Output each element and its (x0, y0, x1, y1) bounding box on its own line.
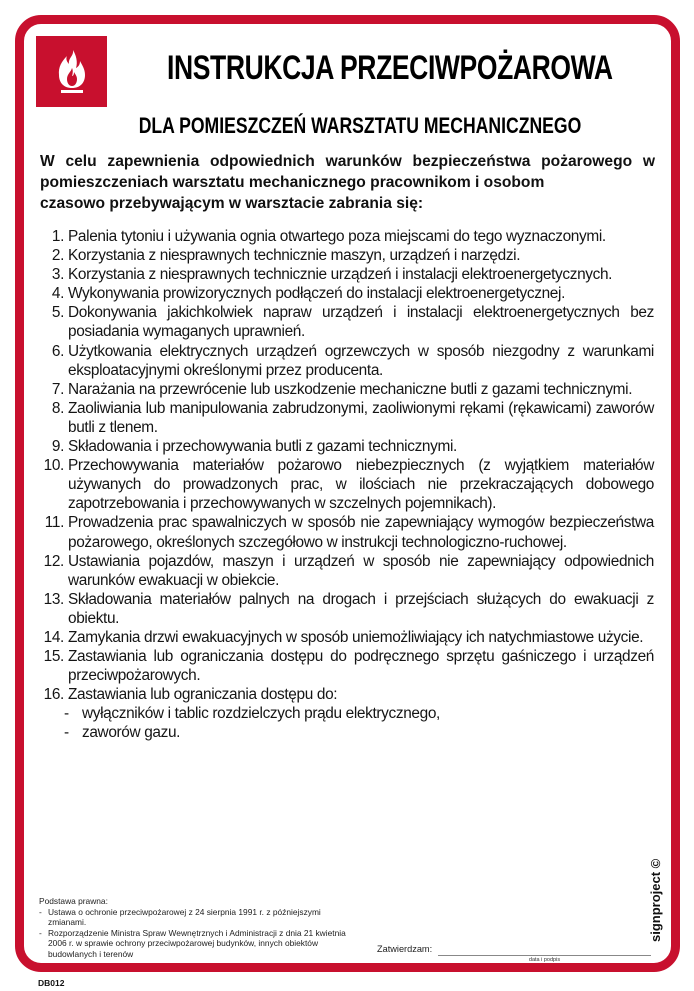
item-number: 2. (51, 247, 64, 265)
item-number: 10. (43, 457, 64, 475)
fire-icon (52, 48, 92, 96)
item-number: 5. (51, 304, 64, 322)
legal-dash: - (39, 927, 42, 938)
item-number: 6. (51, 342, 64, 360)
item-text: Użytkowania elektrycznych urządzeń ogrzewczych w sposób niezgodny z warunkami eksploatacyjnymi określonymi przez producenta. (68, 342, 654, 379)
item-text: Wykonywania prowizorycznych podłączeń do instalacji elektroenergetycznej. (68, 285, 565, 303)
list-item (40, 685, 654, 704)
item-number: 7. (51, 380, 64, 398)
item-text: Korzystania z niesprawnych technicznie urządzeń i instalacji elektroenergetycznych. (68, 266, 613, 284)
item-text: Narażania na przewrócenie lub uszkodzenie mechaniczne butli z gazami technicznymi. (68, 380, 633, 398)
item-text: Zamykania drzwi ewakuacyjnych w sposób uniemożliwiający ich natychmiastowe użycie. (68, 628, 644, 646)
item-text: Przechowywania materiałów pożarowo niebezpiecznych (z wyjątkiem materiałów używanych do prowadzonych prac, w ilościach nie przekraczających dobowego zapotrzebowania i przechowywanych w szczelnych pojemnikach). (68, 457, 654, 513)
list-item (40, 265, 654, 284)
approval-label: Zatwierdzam: (377, 944, 433, 954)
list-item (40, 227, 654, 246)
fire-icon-box (36, 36, 107, 107)
legal-heading: Podstawa prawna: (39, 896, 108, 906)
list-item (40, 246, 654, 265)
item-number: 13. (43, 590, 64, 608)
item-number: 15. (43, 648, 64, 666)
item-number: 16. (43, 686, 64, 704)
legal-dash: - (39, 906, 42, 917)
list-item (40, 628, 654, 647)
item-number: 9. (51, 438, 64, 456)
signature-line (438, 955, 651, 956)
legal-basis (39, 896, 349, 960)
list-item (40, 380, 654, 399)
item-text: Prowadzenia prac spawalniczych w sposób nie zapewniający wymogów bezpieczeństwa pożarowego, określonych szczegółowo w instrukcji technologiczno-ruchowej. (68, 514, 654, 551)
prohibitions-list (40, 227, 654, 743)
sign-title: INSTRUKCJA PRZECIWPOŻAROWA (167, 49, 613, 87)
item-text: Palenia tytoniu i używania ognia otwartego poza miejscami do tego wyznaczonymi. (68, 228, 606, 245)
sub-item-dash: - (64, 705, 69, 723)
sub-item-text: wyłączników i tablic rozdzielczych prądu elektrycznego, (82, 705, 440, 723)
legal-entry (39, 907, 349, 928)
item-number: 14. (43, 628, 64, 646)
list-item (40, 303, 654, 341)
sub-item-dash: - (64, 724, 69, 742)
item-text: Ustawiania pojazdów, maszyn i urządzeń w sposób nie zapewniający odpowiednich warunków ewakuacji w obiekcie. (68, 552, 654, 589)
list-item (40, 399, 654, 437)
signature-caption: data i podpis (528, 957, 561, 963)
item-number: 11. (44, 514, 64, 532)
list-item (40, 437, 654, 456)
sign-subtitle: DLA POMIESZCZEŃ WARSZTATU MECHANICZNEGO (138, 113, 582, 138)
brand-mark: signproject © (648, 858, 663, 942)
list-item (40, 552, 654, 590)
intro-line: W celu zapewnienia odpowiednich warunków bezpieczeństwa pożarowego w pomieszczeniach warsztatu mechanicznego pracownikom i osobom (40, 153, 655, 191)
item-number: 4. (51, 285, 64, 303)
list-item (40, 647, 654, 685)
product-code: DB012 (38, 978, 65, 988)
list-item (40, 284, 654, 303)
item-number: 3. (51, 266, 64, 284)
item-text: Zastawiania lub ograniczania dostępu do: (68, 686, 338, 704)
sub-item (40, 723, 654, 742)
sub-item-text: zaworów gazu. (82, 724, 181, 742)
list-item (40, 513, 654, 551)
legal-entry (39, 928, 349, 960)
item-text: Składowania materiałów palnych na drogach i przejściach służących do ewakuacji z obiektu. (68, 590, 654, 627)
item-text: Dokonywania jakichkolwiek napraw urządzeń i instalacji elektroenergetycznych bez posiadania wymaganych uprawnień. (68, 304, 654, 341)
list-item (40, 590, 654, 628)
item-number: 12. (43, 552, 64, 570)
intro-paragraph (40, 151, 655, 214)
item-text: Korzystania z niesprawnych technicznie maszyn, urządzeń i narzędzi. (68, 247, 521, 265)
legal-text: Ustawa o ochronie przeciwpożarowej z 24 sierpnia 1991 r. z późniejszymi zmianami. (48, 906, 321, 928)
list-item (40, 456, 654, 513)
item-number: 1. (51, 228, 64, 245)
intro-line: czasowo przebywającym w warsztacie zabrania się: (40, 195, 424, 212)
item-text: Składowania i przechowywania butli z gazami technicznymi. (68, 438, 457, 456)
item-text: Zastawiania lub ograniczania dostępu do podręcznego sprzętu gaśniczego i urządzeń przeciwpożarowych. (68, 648, 654, 685)
item-text: Zaoliwiania lub manipulowania zabrudzonymi, zaoliwionymi rękami (rękawicami) zaworów butli z tlenem. (68, 399, 654, 436)
list-item (40, 342, 654, 380)
sub-item (40, 704, 654, 723)
item-number: 8. (51, 399, 64, 417)
legal-text: Rozporządzenie Ministra Spraw Wewnętrznych i Administracji z dnia 21 kwietnia 2006 r. w sprawie ochrony przeciwpożarowej budynków, innych obiektów budowlanych i terenów (48, 927, 346, 959)
